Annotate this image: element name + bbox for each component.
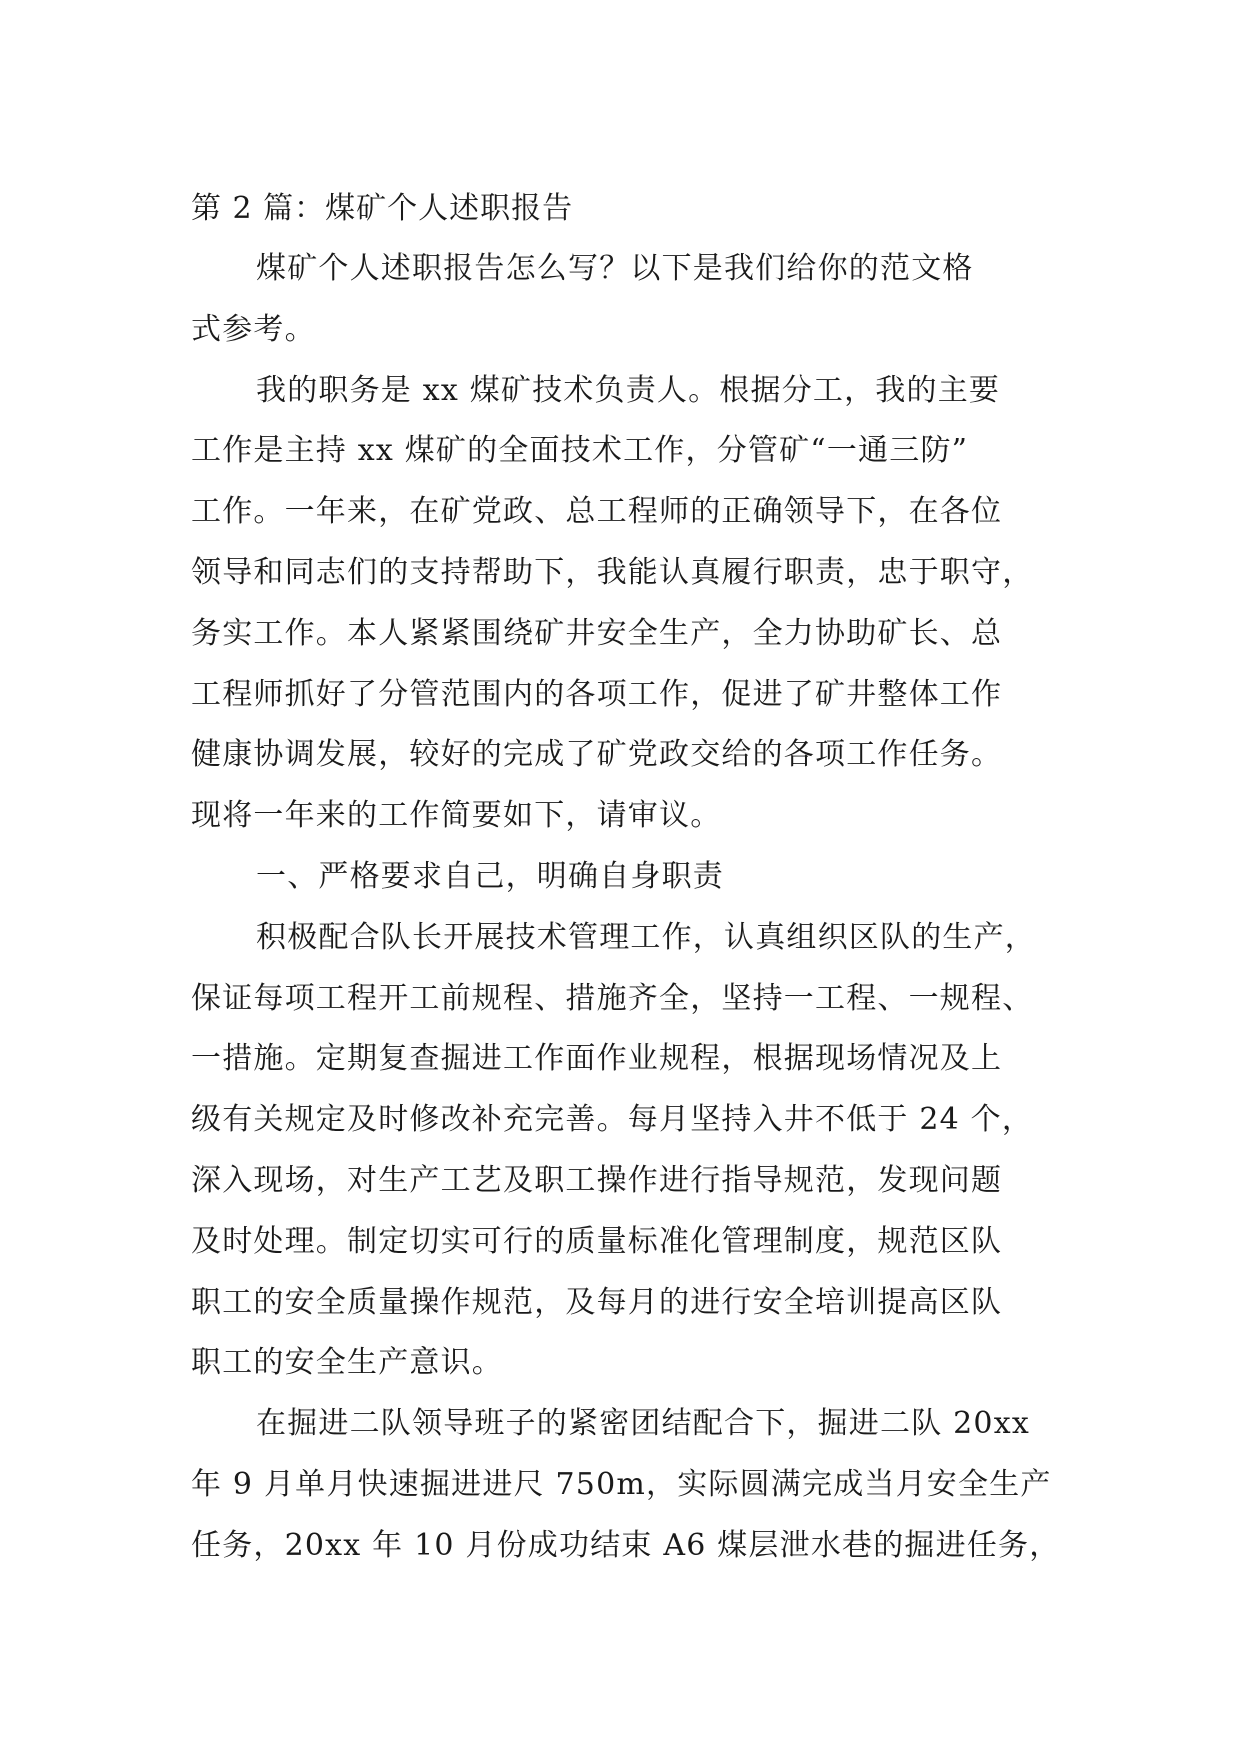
text-line: 现将一年来的工作简要如下，请审议。 <box>191 798 722 834</box>
text-line: 级有关规定及时修改补充完善。每月坚持入井不低于 24 个， <box>191 1102 1034 1138</box>
text-line: 务实工作。本人紧紧围绕矿井安全生产，全力协助矿长、总 <box>191 615 1003 651</box>
text-line: 及时处理。制定切实可行的质量标准化管理制度，规范区队 <box>191 1223 1003 1259</box>
text-line: 式参考。 <box>191 311 316 347</box>
document-title: 第 2 篇：煤矿个人述职报告 <box>191 191 574 226</box>
text-line: 职工的安全质量操作规范，及每月的进行安全培训提高区队 <box>191 1284 1003 1320</box>
text-line: 健康协调发展，较好的完成了矿党政交给的各项工作任务。 <box>191 737 1003 773</box>
text-line: 我的职务是 xx 煤矿技术负责人。根据分工，我的主要 <box>256 372 1001 408</box>
text-line: 年 9 月单月快速掘进进尺 750m，实际圆满完成当月安全生产 <box>191 1466 1052 1502</box>
section-heading <box>191 847 1061 908</box>
text-line: 领导和同志们的支持帮助下，我能认真履行职责，忠于职守， <box>191 554 1034 590</box>
text-line: 职工的安全生产意识。 <box>191 1345 503 1381</box>
text-line: 积极配合队长开展技术管理工作，认真组织区队的生产， <box>256 919 1036 955</box>
text-line: 工程师抓好了分管范围内的各项工作，促进了矿井整体工作 <box>191 676 1003 712</box>
document-body <box>191 178 1061 1577</box>
text-line: 一、严格要求自己，明确自身职责 <box>256 858 724 894</box>
text-line: 煤矿个人述职报告怎么写？以下是我们给你的范文格 <box>256 251 974 286</box>
text-line: 工作是主持 xx 煤矿的全面技术工作，分管矿“一通三防” <box>191 433 969 469</box>
paragraph-achievements <box>191 1394 1061 1576</box>
text-line: 在掘进二队领导班子的紧密团结配合下，掘进二队 20xx <box>256 1406 1030 1442</box>
text-line: 深入现场，对生产工艺及职工操作进行指导规范，发现问题 <box>191 1162 1003 1198</box>
paragraph-duties <box>191 361 1061 847</box>
text-line: 工作。一年来，在矿党政、总工程师的正确领导下，在各位 <box>191 494 1003 530</box>
paragraph-intro <box>191 239 1061 361</box>
text-line: 保证每项工程开工前规程、措施齐全，坚持一工程、一规程、 <box>191 980 1034 1016</box>
text-line: 任务，20xx 年 10 月份成功结束 A6 煤层泄水巷的掘进任务， <box>191 1527 1061 1563</box>
text-line: 一措施。定期复查掘进工作面作业规程，根据现场情况及上 <box>191 1041 1003 1077</box>
paragraph-management <box>191 908 1061 1394</box>
